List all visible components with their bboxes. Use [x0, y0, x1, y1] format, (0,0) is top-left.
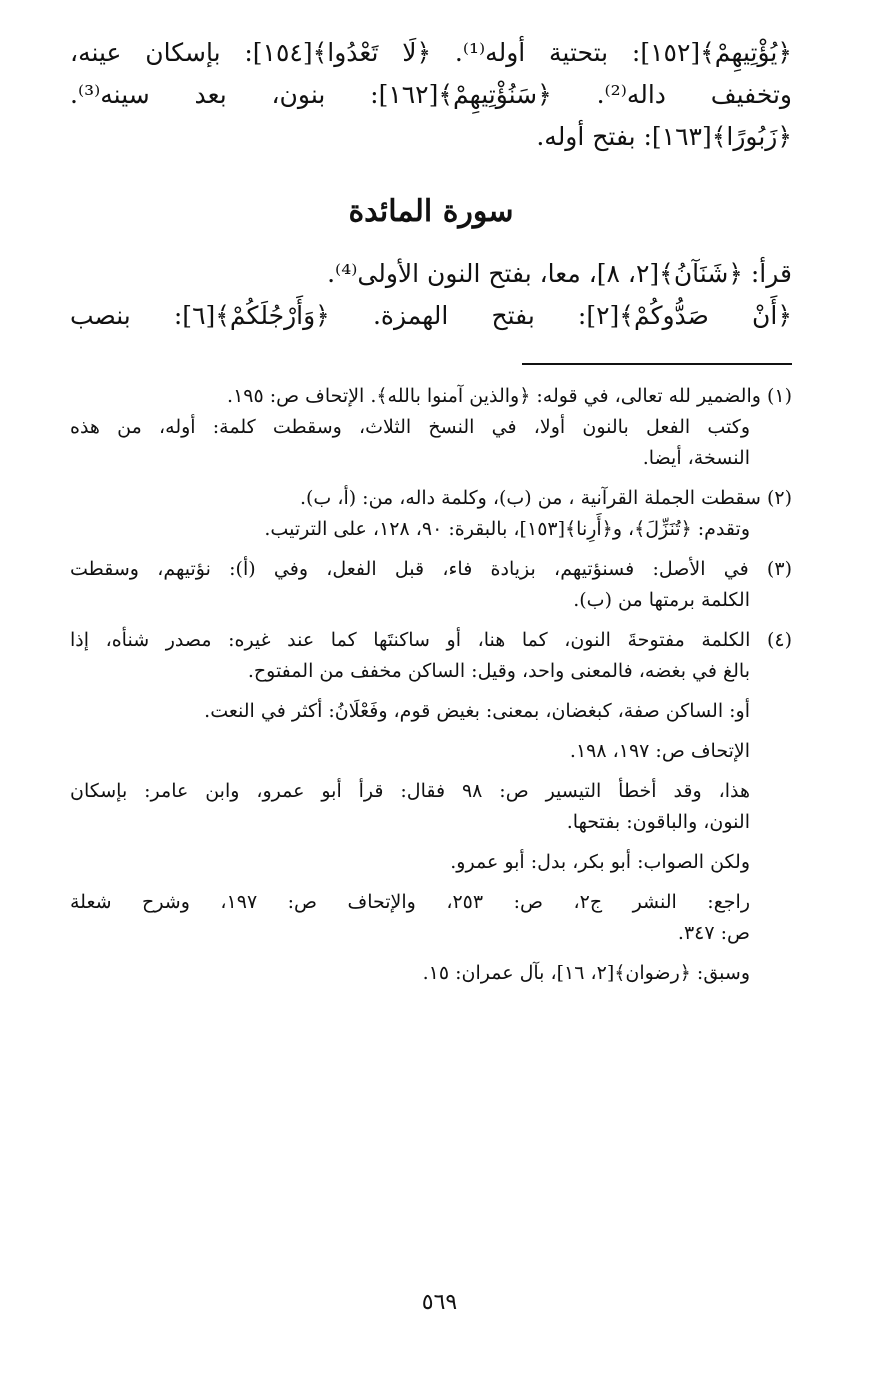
- main-text-line: ﴿يُؤْتِيهِمْ﴾[١٥٢]: بتحتية أوله⁽¹⁾. ﴿لَا تَعْدُوا﴾[١٥٤]: بإسكان عينه،: [70, 38, 792, 67]
- footnote-line: ولكن الصواب: أبو بكر، بدل: أبو عمرو.: [450, 851, 750, 873]
- main-text-line: ﴿زَبُورًا﴾[١٦٣]: بفتح أوله.: [536, 122, 792, 151]
- footnote-line: (٢) سقطت الجملة القرآنية ، من (ب)، وكلمة داله، من: (أ، ب).: [299, 487, 792, 509]
- footnote-3: [70, 554, 792, 616]
- main-text: [70, 34, 792, 156]
- footnote-line: الكلمة برمتها من (ب).: [573, 589, 750, 611]
- surah-text-line: قرأ: ﴿شَنَآنُ﴾[٢، ٨]، معا، بفتح النون الأولى⁽⁴⁾.: [327, 259, 792, 288]
- footnote-line: ص: ٣٤٧.: [677, 922, 750, 944]
- footnote-line: راجع: النشر ج٢، ص: ٢٥٣، والإتحاف ص: ١٩٧، وشرح شعلة: [70, 891, 751, 913]
- footnote-line: أو: الساكن صفة، كبغضان، بمعنى: بغيض قوم، وفَعْلَانُ: أكثر في النعت.: [204, 700, 750, 722]
- footnote-line: الإتحاف ص: ١٩٧، ١٩٨.: [569, 740, 750, 762]
- footnote-line: (١) والضمير لله تعالى، في قوله: ﴿والذين آمنوا بالله﴾. الإتحاف ص: ١٩٥.: [227, 385, 792, 407]
- footnote-divider: [522, 363, 792, 365]
- footnote-2: [70, 483, 792, 545]
- footnote-line: وكتب الفعل بالنون أولا، في النسخ الثلاث، وسقطت كلمة: أوله، من هذه: [70, 416, 750, 438]
- footnote-line: النون، والباقون: بفتحها.: [566, 811, 750, 833]
- page-number: ٥٦٩: [421, 1290, 458, 1315]
- surah-title: سورة المائدة: [348, 194, 514, 229]
- footnote-line: وسبق: ﴿رضوان﴾[٢، ١٦]، بآل عمران: ١٥.: [422, 962, 750, 984]
- surah-text-line: ﴿أَنْ صَدُّوكُمْ﴾[٢]: بفتح الهمزة. ﴿وَأَرْجُلَكُمْ﴾[٦]: بنصب: [70, 301, 793, 330]
- footnote-line: النسخة، أيضا.: [642, 447, 750, 469]
- footnote-line: (٣) في الأصل: فسنؤتيهم، بزيادة فاء، قبل الفعل، وفي (أ): نؤتيهم، وسقطت: [70, 558, 792, 580]
- surah-text: [70, 255, 792, 335]
- page-body: [70, 30, 792, 998]
- footnote-4: [70, 625, 792, 989]
- footnotes: [70, 381, 792, 989]
- footnote-1: [70, 381, 792, 474]
- footnote-divider-wrap: [70, 339, 792, 381]
- footnote-line: هذا، وقد أخطأ التيسير ص: ٩٨ فقال: قرأ أبو عمرو، وابن عامر: بإسكان: [70, 780, 750, 802]
- footnote-line: (٤) الكلمة مفتوحةَ النون، كما هنا، أو ساكنتَها كما عند غيره: مصدر شنأه، إذا: [70, 629, 792, 651]
- main-text-line: وتخفيف داله⁽²⁾. ﴿سَنُؤْتِيهِمْ﴾[١٦٢]: بنون، بعد سينه⁽³⁾.: [70, 80, 792, 109]
- footnote-line: وتقدم: ﴿تُنَزِّلَ﴾، و﴿أَرِنا﴾[١٥٣]، بالبقرة: ٩٠، ١٢٨، على الترتيب.: [264, 518, 750, 540]
- footnote-line: بالغ في بغضه، فالمعنى واحد، وقيل: الساكن مخفف من المفتوح.: [247, 660, 750, 682]
